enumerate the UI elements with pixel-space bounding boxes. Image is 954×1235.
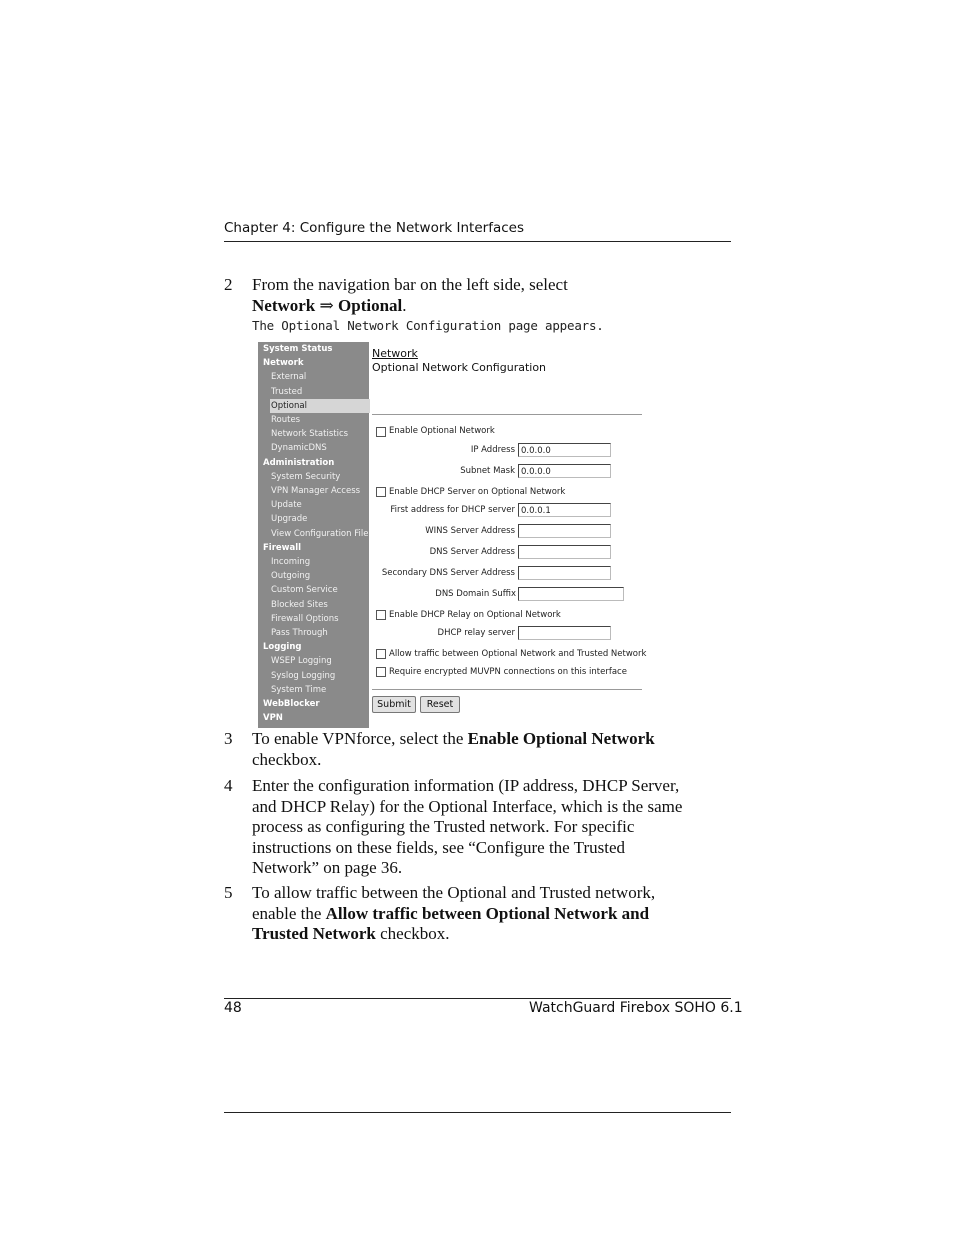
step-4-line1: Enter the configuration information (IP address, DHCP Server,	[252, 776, 680, 795]
navigation-bar	[258, 342, 369, 728]
dns-server-label: DNS Server Address	[429, 547, 515, 557]
wins-server-input[interactable]	[518, 524, 611, 538]
dns-suffix-label: DNS Domain Suffix	[435, 589, 516, 599]
panel-rule-bottom	[372, 689, 642, 690]
step-5-text-b: checkbox.	[375, 924, 450, 943]
nav-item-vpn[interactable]: VPN	[263, 713, 283, 724]
submit-button[interactable]: Submit	[372, 696, 416, 713]
first-dhcp-label: First address for DHCP server	[390, 505, 515, 515]
step-2-line1: From the navigation bar on the left side, select	[252, 275, 568, 294]
header-rule	[224, 241, 731, 242]
subnet-mask-input[interactable]: 0.0.0.0	[518, 464, 611, 478]
nav-item-logging[interactable]: Logging	[263, 642, 302, 653]
nav-item-wsep-logging[interactable]: WSEP Logging	[271, 656, 332, 667]
nav-item-firewall[interactable]: Firewall	[263, 542, 302, 553]
step-5-line1: To allow traffic between the Optional and Trusted network,	[252, 883, 656, 902]
reset-button[interactable]: Reset	[420, 696, 460, 713]
step-3-text-a: To enable VPNforce, select the	[252, 729, 468, 748]
nav-item-administration[interactable]: Administration	[263, 457, 335, 468]
step-2-bold-optional: Optional	[338, 295, 403, 315]
step-5-bold-a: Allow traffic between Optional Network and	[325, 903, 650, 923]
nav-item-view-configuration-file[interactable]: View Configuration File	[271, 528, 369, 539]
nav-item-system-status[interactable]: System Status	[263, 344, 333, 354]
enable-optional-label: Enable Optional Network	[389, 426, 495, 436]
nav-item-firewall-options[interactable]: Firewall Options	[271, 613, 339, 624]
nav-item-external[interactable]: External	[271, 372, 307, 383]
secondary-dns-input[interactable]	[518, 566, 611, 580]
nav-item-pass-through[interactable]: Pass Through	[271, 628, 328, 638]
page-title: Optional Network Configuration	[372, 361, 547, 374]
dns-suffix-input[interactable]	[518, 587, 624, 601]
step-3-text-b: checkbox.	[252, 749, 322, 769]
panel-rule-top	[372, 414, 642, 415]
step-3-number: 3	[224, 729, 233, 748]
step-3-text	[252, 729, 732, 770]
nav-item-outgoing[interactable]: Outgoing	[271, 571, 311, 582]
footer-rule	[224, 998, 731, 999]
step-5-bold-b: Trusted Network	[252, 924, 376, 943]
nav-item-network-statistics[interactable]: Network Statistics	[271, 429, 349, 440]
running-header: Chapter 4: Configure the Network Interfaces	[224, 220, 524, 236]
ip-address-label: IP Address	[470, 445, 515, 455]
first-dhcp-input[interactable]: 0.0.0.1	[518, 503, 611, 517]
nav-item-system-security[interactable]: System Security	[271, 471, 341, 482]
nav-item-trusted[interactable]: Trusted	[271, 386, 303, 397]
enable-dhcp-label: Enable DHCP Server on Optional Network	[389, 487, 566, 497]
step-4-line2: and DHCP Relay) for the Optional Interface, which is the same	[252, 796, 683, 816]
step-2-number: 2	[224, 275, 233, 294]
allow-traffic-checkbox[interactable]	[376, 649, 386, 659]
nav-item-network[interactable]: Network	[263, 358, 304, 369]
require-muvpn-label: Require encrypted MUVPN connections on this interface	[389, 667, 627, 677]
subnet-mask-label: Subnet Mask	[460, 466, 515, 476]
nav-item-upgrade[interactable]: Upgrade	[271, 514, 308, 525]
nav-item-system-time[interactable]: System Time	[271, 684, 327, 695]
nav-item-dynamicdns[interactable]: DynamicDNS	[271, 443, 327, 454]
secondary-dns-label: Secondary DNS Server Address	[381, 568, 515, 578]
allow-traffic-label: Allow traffic between Optional Network and Trusted Network	[389, 649, 647, 659]
relay-server-input[interactable]	[518, 626, 611, 640]
enable-optional-checkbox[interactable]	[376, 427, 386, 437]
product-name: WatchGuard Firebox SOHO 6.1	[529, 1000, 743, 1016]
require-muvpn-checkbox[interactable]	[376, 667, 386, 677]
step-4-number: 4	[224, 776, 233, 795]
step-4-line3: process as configuring the Trusted network. For specific	[252, 817, 635, 836]
step-2-text	[252, 275, 732, 316]
enable-relay-checkbox[interactable]	[376, 610, 386, 620]
enable-dhcp-checkbox[interactable]	[376, 487, 386, 497]
optional-network-screenshot	[258, 342, 647, 728]
step-4-line4: instructions on these fields, see “Configure the Trusted	[252, 837, 626, 857]
config-panel	[372, 342, 647, 728]
ip-address-input[interactable]: 0.0.0.0	[518, 443, 611, 457]
step-2-bold-network: Network	[252, 295, 316, 315]
step-5-text	[252, 883, 732, 945]
step-5-number: 5	[224, 883, 233, 902]
wins-server-label: WINS Server Address	[425, 526, 515, 536]
nav-item-update[interactable]: Update	[271, 500, 302, 511]
page-number: 48	[224, 1000, 242, 1016]
step-4-line5: Network” on page 36.	[252, 858, 403, 877]
dns-server-input[interactable]	[518, 545, 611, 559]
nav-item-blocked-sites[interactable]: Blocked Sites	[271, 599, 328, 610]
step-5-text-a: enable the	[252, 903, 326, 923]
nav-item-incoming[interactable]: Incoming	[271, 557, 311, 567]
bottom-rule	[224, 1112, 731, 1113]
nav-item-webblocker[interactable]: WebBlocker	[263, 699, 320, 709]
nav-item-syslog-logging[interactable]: Syslog Logging	[271, 670, 336, 681]
nav-item-optional[interactable]: Optional	[270, 399, 370, 413]
breadcrumb[interactable]: Network	[372, 347, 418, 360]
figure-caption: The Optional Network Configuration page appears.	[252, 318, 604, 333]
nav-item-vpn-manager-access[interactable]: VPN Manager Access	[271, 486, 361, 496]
step-4-text	[252, 776, 732, 879]
step-2-period: .	[402, 295, 407, 315]
step-3-bold: Enable Optional Network	[467, 729, 655, 748]
nav-item-custom-service[interactable]: Custom Service	[271, 585, 338, 596]
relay-server-label: DHCP relay server	[437, 628, 515, 638]
step-2-arrow: ⇒	[319, 295, 334, 315]
enable-relay-label: Enable DHCP Relay on Optional Network	[389, 610, 561, 620]
nav-item-routes[interactable]: Routes	[271, 415, 301, 425]
